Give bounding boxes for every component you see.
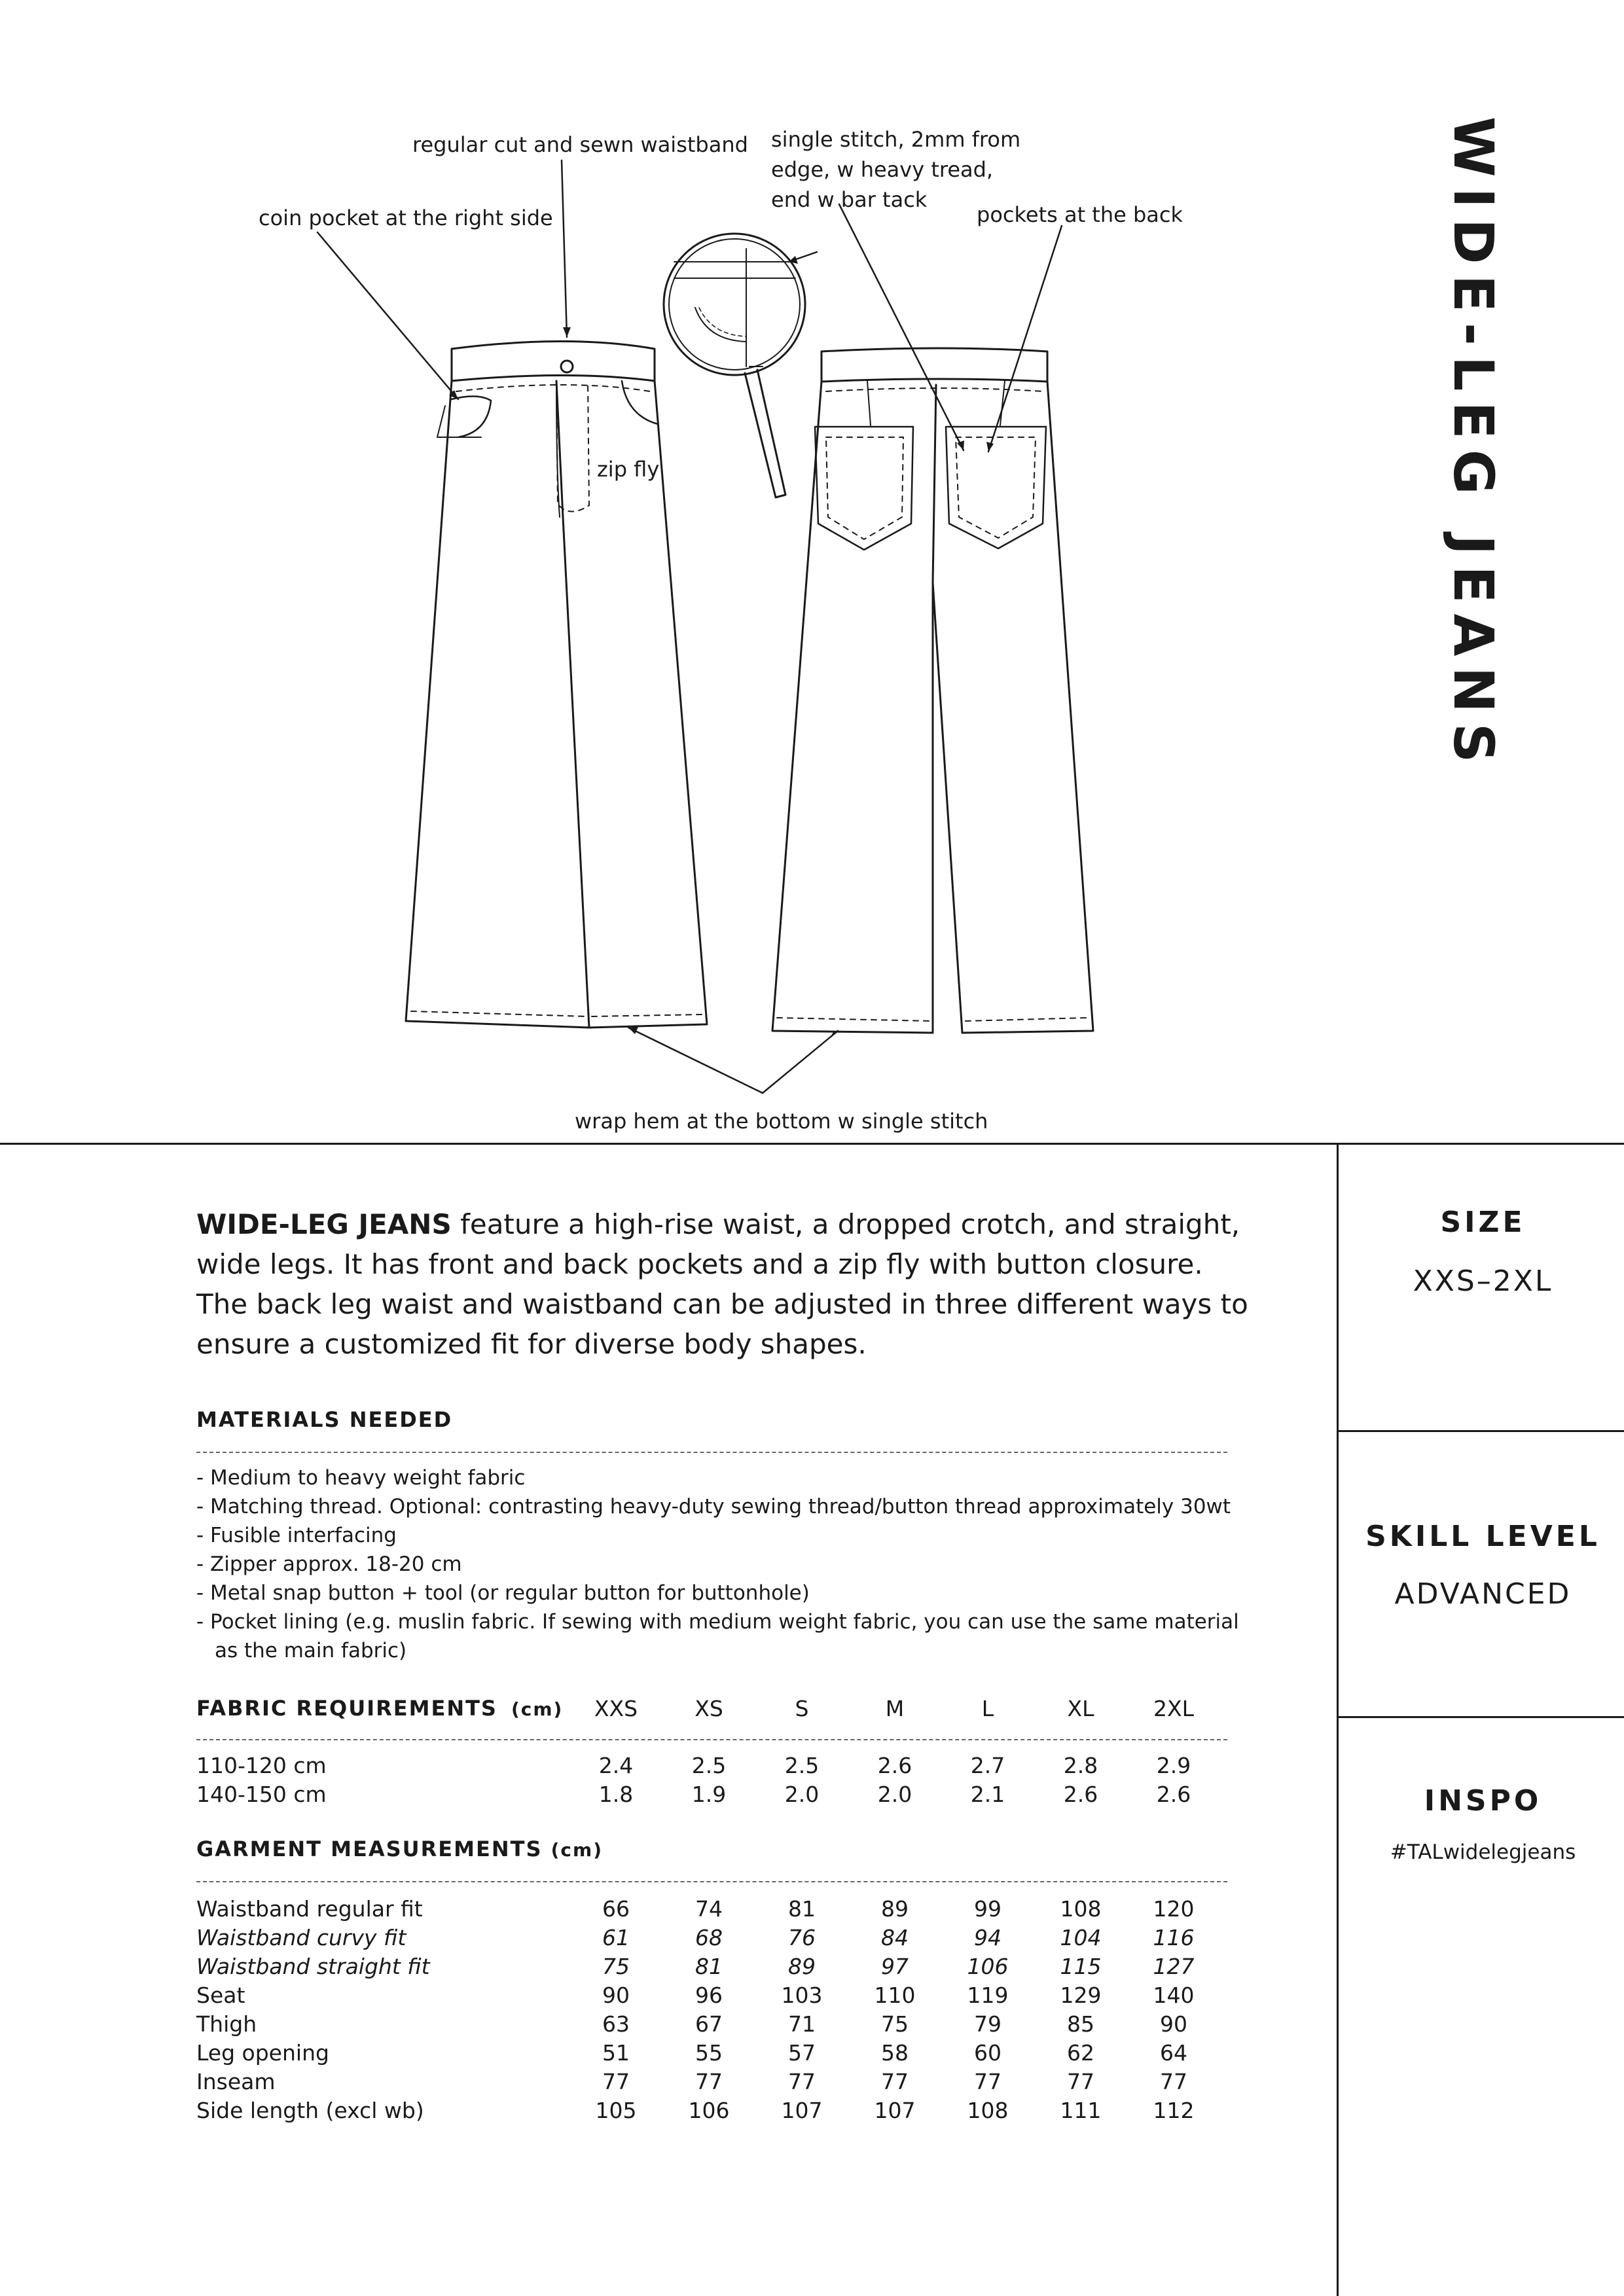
- annotation-zip-fly: zip fly: [597, 457, 660, 482]
- table-cell: 99: [974, 1896, 1001, 1922]
- annotation-back-pockets: pockets at the back: [977, 202, 1183, 227]
- table-row: [196, 2039, 1220, 2068]
- size-header: 2XL: [1153, 1696, 1194, 1721]
- table-row: [196, 1895, 1220, 1924]
- table-cell: 76: [788, 1925, 816, 1950]
- table-cell: 77: [695, 2069, 723, 2094]
- materials-list: [196, 1463, 1244, 1665]
- table-cell: 105: [595, 2098, 637, 2123]
- size-header: XS: [695, 1696, 723, 1721]
- table-cell: 104: [1060, 1925, 1102, 1950]
- fabric-table: [196, 1751, 1220, 1809]
- materials-item: - Pocket lining (e.g. muslin fabric. If sewing with medium weight fabric, you can use the same material as the main fabric): [196, 1610, 1239, 1662]
- garment-unit: (cm): [550, 1839, 603, 1861]
- table-cell: 120: [1153, 1896, 1195, 1922]
- materials-heading: MATERIALS NEEDED: [196, 1407, 453, 1432]
- table-cell: 107: [874, 2098, 916, 2123]
- row-label: Inseam: [196, 2069, 276, 2094]
- magnifier-detail: [664, 234, 805, 497]
- table-cell: 116: [1153, 1925, 1195, 1950]
- row-label: Waistband straight fit: [196, 1954, 430, 1979]
- divider-dashed: [196, 1739, 1227, 1740]
- divider-side-2: [1337, 1716, 1624, 1718]
- page-title: WIDE-LEG JEANS: [1441, 117, 1506, 774]
- table-cell: 1.8: [598, 1782, 634, 1807]
- size-header: L: [981, 1696, 994, 1721]
- fabric-header-table: [196, 1694, 1220, 1724]
- table-row: [196, 2068, 1220, 2096]
- table-cell: 2.6: [877, 1753, 912, 1778]
- garment-heading: [196, 1837, 603, 1861]
- divider-side-1: [1337, 1430, 1624, 1432]
- annotation-stitch-line2: edge, w heavy tread,: [771, 157, 994, 182]
- divider-vertical: [1337, 1143, 1339, 2296]
- annotation-stitch-line1: single stitch, 2mm from: [771, 127, 1021, 152]
- table-cell: 2.5: [691, 1753, 727, 1778]
- table-cell: 2.0: [784, 1782, 820, 1807]
- table-cell: 62: [1067, 2040, 1094, 2066]
- materials-item: - Matching thread. Optional: contrasting heavy-duty sewing thread/button thread approximately 30wt: [196, 1495, 1231, 1518]
- table-cell: 108: [967, 2098, 1009, 2123]
- table-cell: 58: [881, 2040, 909, 2066]
- table-cell: 2.5: [784, 1753, 820, 1778]
- divider-dashed: [196, 1881, 1227, 1882]
- fabric-unit: (cm): [511, 1698, 564, 1720]
- table-cell: 108: [1060, 1896, 1102, 1922]
- table-cell: 90: [1160, 2011, 1187, 2037]
- size-header: S: [795, 1696, 809, 1721]
- intro-bold: WIDE-LEG JEANS: [196, 1208, 452, 1240]
- size-value: XXS–2XL: [1413, 1265, 1553, 1298]
- table-cell: 68: [695, 1925, 723, 1950]
- annotation-stitch-line3: end w bar tack: [771, 187, 928, 212]
- intro-text: feature a high-rise waist, a dropped crotch, and straight, wide legs. It has front and back pockets and a zip fly with button closure. The back leg waist and waistband can be adjusted in three different ways to ensure a customized fit for diverse body shapes.: [196, 1208, 1248, 1360]
- table-cell: 81: [695, 1954, 723, 1979]
- table-cell: 129: [1060, 1982, 1102, 2008]
- table-cell: 2.0: [877, 1782, 912, 1807]
- table-cell: 2.4: [598, 1753, 634, 1778]
- table-cell: 75: [602, 1954, 630, 1979]
- table-cell: 77: [1160, 2069, 1187, 2094]
- materials-item: - Fusible interfacing: [196, 1524, 397, 1547]
- table-cell: 61: [602, 1925, 630, 1950]
- size-header: M: [885, 1696, 905, 1721]
- table-cell: 89: [788, 1954, 816, 1979]
- table-cell: 1.9: [691, 1782, 727, 1807]
- table-cell: 89: [881, 1896, 909, 1922]
- table-cell: 74: [695, 1896, 723, 1922]
- row-label: Waistband regular fit: [196, 1896, 423, 1922]
- leader-lines: [317, 160, 1062, 1093]
- annotation-hem: wrap hem at the bottom w single stitch: [575, 1109, 988, 1134]
- table-row: [196, 1981, 1220, 2010]
- size-header: XXS: [594, 1696, 638, 1721]
- table-cell: 110: [874, 1982, 916, 2008]
- table-cell: 64: [1160, 2040, 1187, 2066]
- inspo-hashtag: #TALwidelegjeans: [1390, 1840, 1576, 1864]
- table-cell: 107: [781, 2098, 823, 2123]
- row-label: Leg opening: [196, 2040, 329, 2066]
- table-cell: 85: [1067, 2011, 1094, 2037]
- table-cell: 79: [974, 2011, 1001, 2037]
- back-view-jeans: [772, 348, 1093, 1033]
- table-row: [196, 2096, 1220, 2125]
- materials-item: - Zipper approx. 18-20 cm: [196, 1552, 462, 1576]
- table-cell: 2.7: [970, 1753, 1005, 1778]
- row-label: 140-150 cm: [196, 1782, 327, 1807]
- table-cell: 106: [688, 2098, 730, 2123]
- table-cell: 77: [974, 2069, 1001, 2094]
- table-cell: 84: [881, 1925, 909, 1950]
- table-cell: 2.1: [970, 1782, 1005, 1807]
- inspo-title: INSPO: [1424, 1784, 1542, 1818]
- garment-table: [196, 1895, 1220, 2125]
- table-cell: 112: [1153, 2098, 1195, 2123]
- table-cell: 67: [695, 2011, 723, 2037]
- annotation-waistband: regular cut and sewn waistband: [412, 132, 748, 157]
- size-title: SIZE: [1440, 1206, 1526, 1239]
- table-cell: 66: [602, 1896, 630, 1922]
- fabric-heading: [196, 1694, 569, 1724]
- table-cell: 71: [788, 2011, 816, 2037]
- table-cell: 119: [967, 1982, 1009, 2008]
- materials-item: - Metal snap button + tool (or regular button for buttonhole): [196, 1581, 810, 1605]
- table-cell: 90: [602, 1982, 630, 2008]
- table-cell: 77: [788, 2069, 816, 2094]
- skill-value: ADVANCED: [1394, 1577, 1572, 1611]
- fabric-heading-label: FABRIC REQUIREMENTS: [196, 1696, 497, 1721]
- row-label: Seat: [196, 1982, 245, 2008]
- table-cell: 140: [1153, 1982, 1195, 2008]
- row-label: Side length (excl wb): [196, 2098, 424, 2123]
- table-cell: 60: [974, 2040, 1001, 2066]
- front-view-jeans: [406, 342, 707, 1028]
- table-row: [196, 1780, 1220, 1809]
- table-cell: 2.9: [1156, 1753, 1191, 1778]
- table-cell: 51: [602, 2040, 630, 2066]
- skill-title: SKILL LEVEL: [1365, 1520, 1600, 1553]
- table-row: [196, 1924, 1220, 1952]
- table-cell: 75: [881, 2011, 909, 2037]
- table-cell: 2.6: [1156, 1782, 1191, 1807]
- garment-heading-label: GARMENT MEASUREMENTS: [196, 1837, 543, 1861]
- row-label: 110-120 cm: [196, 1753, 327, 1778]
- table-row: [196, 1751, 1220, 1780]
- table-cell: 77: [602, 2069, 630, 2094]
- table-cell: 127: [1153, 1954, 1195, 1979]
- table-cell: 96: [695, 1982, 723, 2008]
- table-cell: 111: [1060, 2098, 1102, 2123]
- table-cell: 77: [1067, 2069, 1094, 2094]
- table-cell: 2.8: [1063, 1753, 1098, 1778]
- table-cell: 106: [967, 1954, 1009, 1979]
- table-cell: 2.6: [1063, 1782, 1098, 1807]
- table-cell: 57: [788, 2040, 816, 2066]
- table-row: [196, 1952, 1220, 1981]
- table-cell: 94: [974, 1925, 1001, 1950]
- row-label: Thigh: [196, 2011, 257, 2037]
- table-cell: 81: [788, 1896, 816, 1922]
- size-header: XL: [1067, 1696, 1094, 1721]
- table-cell: 103: [781, 1982, 823, 2008]
- divider-dashed: [196, 1452, 1227, 1453]
- table-cell: 77: [881, 2069, 909, 2094]
- row-label: Waistband curvy fit: [196, 1925, 406, 1950]
- table-cell: 63: [602, 2011, 630, 2037]
- annotation-coin-pocket: coin pocket at the right side: [259, 206, 553, 230]
- divider-top: [0, 1143, 1624, 1145]
- table-row: [196, 2010, 1220, 2039]
- materials-item: - Medium to heavy weight fabric: [196, 1466, 526, 1490]
- table-cell: 97: [881, 1954, 909, 1979]
- table-cell: 55: [695, 2040, 723, 2066]
- table-cell: 115: [1060, 1954, 1102, 1979]
- intro-paragraph: [196, 1204, 1257, 1364]
